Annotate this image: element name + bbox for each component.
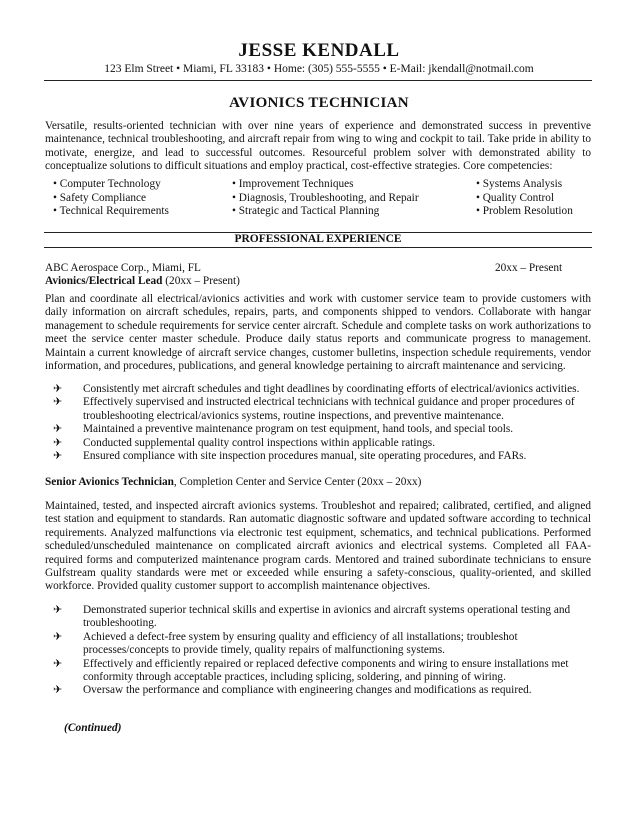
continued-label: (Continued) (64, 722, 122, 734)
airplane-icon: ✈ (53, 450, 63, 463)
job1-role-dates: (20xx – Present) (162, 275, 240, 287)
competency-item: • Technical Requirements (53, 205, 169, 218)
job1-bullet-list (53, 383, 591, 463)
job1-dates: 20xx – Present (495, 262, 563, 274)
job2-description: Maintained, tested, and inspected aircraft avionics systems. Troubleshot and repaired; calibrated, certified, and aligned test station and equipment to standards. Ran automatic diagnostic software and updated software according to technical requirements. Analyzed malfunctions via electronic test equipment, schematics, and technical publications. Performed scheduled/unscheduled maintenance on complicated aircraft avionics and electrical systems. Completed all FAA-required forms and computerized maintenance program cards. Mentored and trained subordinate technicians to ensure Gulfstream quality standards were met or exceeded while ensuring a safety-conscious, quality-oriented, and skilled workforce. Provided quality customer support to accomplish maintenance objectives. (45, 500, 591, 593)
job2-role: Senior Avionics Technician (45, 476, 174, 488)
competency-item: • Systems Analysis (476, 178, 563, 190)
candidate-name: JESSE KENDALL (238, 40, 400, 61)
competency-item: • Improvement Techniques (232, 178, 354, 190)
competency-item: • Safety Compliance (53, 191, 147, 204)
job1-role: Avionics/Electrical Lead (45, 275, 163, 287)
airplane-icon: ✈ (53, 396, 63, 409)
competency-item: • Strategic and Tactical Planning (232, 205, 380, 218)
list-item: ✈ Conducted supplemental quality control inspections within applicable ratings. (53, 436, 436, 449)
resume-title: AVIONICS TECHNICIAN (229, 95, 409, 111)
job1-role-line (45, 275, 240, 288)
summary-paragraph: Versatile, results-oriented technician with over nine years of experience and demonstrated success in preventive maintenance, technical troubleshooting, and aircraft repair from wing to wing and cockpit to tail. Take pride in ability to motivate, energize, and lead to successful outcomes. Resourceful problem solver with demonstrated ability to conceptualize solutions to difficult situations and employ practical, cost-effective strategies. Core competencies: (45, 120, 591, 173)
competency-item: • Computer Technology (53, 178, 161, 190)
section-heading-experience: PROFESSIONAL EXPERIENCE (44, 232, 592, 248)
list-item: ✈ Effectively and efficiently repaired or replaced defective components and wiring to ensure installations met conformity through acceptable practices, including splicing, soldering, and pinning of wiring. (53, 657, 569, 684)
list-item: ✈ Oversaw the performance and compliance with engineering changes and modifications as required. (53, 684, 532, 697)
job2-bullet-list (53, 604, 591, 698)
airplane-icon: ✈ (53, 630, 63, 643)
airplane-icon: ✈ (53, 436, 63, 449)
list-item: ✈ Ensured compliance with site inspection procedures manual, site operating procedures, and FARs. (53, 450, 527, 463)
job1-company: ABC Aerospace Corp., Miami, FL (45, 262, 201, 274)
airplane-icon: ✈ (53, 423, 63, 436)
airplane-icon: ✈ (53, 383, 63, 395)
header-divider (44, 80, 592, 81)
job1-description: Plan and coordinate all electrical/avionics activities and work with customer service team to provide customers with daily information on aircraft schedules, repairs, parts, and components shipped to vendors. Collaborate with hangar management to schedule requirements for service center aircraft. Schedule and complete tasks on work authorizations to meet the service center master schedule. Produce daily status reports and communicate progress to management. Maintain a current knowledge of aircraft service changes, customer bulletins, inspection schedule requirements, vendor information, and procedures, publications, and general knowledge pertaining to aircraft maintenance and servicing. (45, 293, 591, 373)
airplane-icon: ✈ (53, 684, 63, 697)
job2-role-line (45, 476, 421, 489)
contact-info: 123 Elm Street • Miami, FL 33183 • Home: (305) 555-5555 • E-Mail: jkendall@notmail.com (104, 63, 534, 75)
list-item: ✈ Maintained a preventive maintenance program on test equipment, hand tools, and special tools. (53, 423, 514, 436)
competency-item: • Problem Resolution (476, 205, 573, 218)
competency-item: • Diagnosis, Troubleshooting, and Repair (232, 191, 419, 204)
list-item: ✈ Effectively supervised and instructed electrical technicians with technical guidance and proper procedures of troubleshooting electrical/avionics systems, routine inspections, and preventive maintenance. (53, 396, 575, 422)
airplane-icon: ✈ (53, 604, 63, 616)
competencies-col1 (53, 178, 169, 219)
competencies-col3 (476, 178, 573, 219)
list-item: ✈ Consistently met aircraft schedules and tight deadlines by coordinating efforts of electrical/avionics activities. (53, 383, 580, 395)
list-item: ✈ Achieved a defect-free system by ensuring quality and efficiency of all installations; troubleshot processes/concepts to provide timely, quality repairs of malfunctioning systems. (53, 630, 518, 657)
airplane-icon: ✈ (53, 657, 63, 670)
competency-item: • Quality Control (476, 191, 555, 204)
job2-detail: , Completion Center and Service Center (20xx – 20xx) (173, 476, 422, 488)
list-item: ✈ Demonstrated superior technical skills and expertise in avionics and aircraft systems operational testing and troubleshooting. (53, 604, 571, 630)
competencies-col2 (232, 178, 419, 219)
